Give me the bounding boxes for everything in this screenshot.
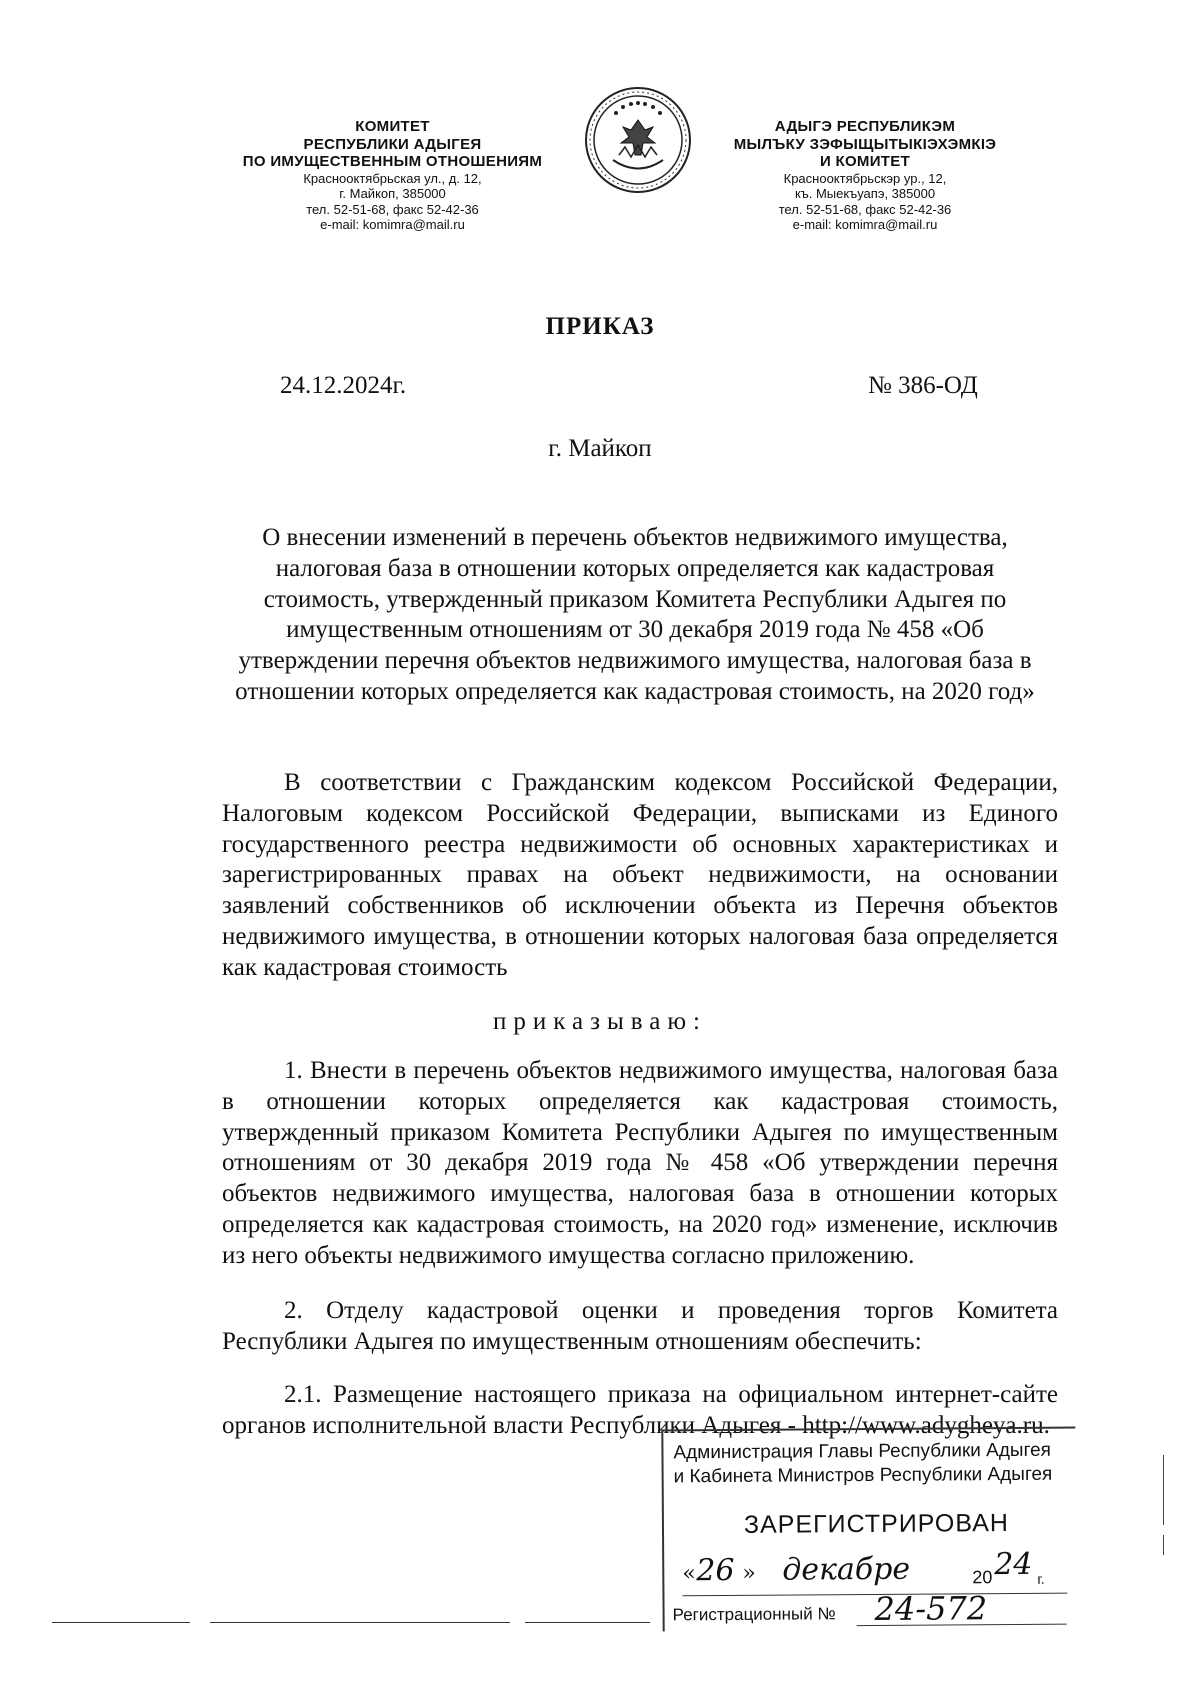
stamp-year-prefix: 20	[972, 1567, 993, 1588]
address-line: e-mail: komimra@mail.ru	[320, 217, 465, 233]
scan-mark	[1163, 1535, 1164, 1555]
org-name-line: И КОМИТЕТ	[819, 153, 911, 171]
scan-mark	[1163, 1455, 1164, 1525]
item-1-paragraph: 1. Внести в перечень объектов недвижимого имущества, налоговая база в отношении которых определяется как кадастровая стоимость, утвержденный приказом Комитета Республики Адыгея по имущественным отношениям от 30 декабря 2019 года № 458 «Об утверждении перечня объектов недвижимого имущества, налоговая база в отношении которых определяется как кадастровая стоимость, на 2020 год» изменение, исключив из него объекты недвижимого имущества согласно приложению.	[222, 1057, 1058, 1269]
address-line: тел. 52-51-68, факс 52-42-36	[306, 201, 479, 217]
document-subject	[200, 523, 1070, 708]
stamp-org-line: Администрация Главы Республики Адыгея	[673, 1439, 1051, 1464]
address-line: тел. 52-51-68, факс 52-42-36	[778, 201, 952, 217]
address-line: Краснооктябрьскэр ур., 12,	[783, 171, 947, 187]
subject-line: стоимость, утвержденный приказом Комитета Республики Адыгея по	[263, 585, 1007, 613]
org-name-line: АДЫГЭ РЕСПУБЛИКЭМ	[774, 118, 956, 135]
stamp-open-quote: «	[682, 1561, 696, 1587]
document-date: 24.12.2024г.	[280, 372, 407, 399]
address-line: Краснооктябрьская ул., д. 12,	[303, 171, 482, 187]
stamp-org-line: и Кабинета Министров Республики Адыгея	[673, 1463, 1053, 1488]
subject-line: утверждении перечня объектов недвижимого имущества, налоговая база в	[238, 647, 1032, 674]
item-2-paragraph: 2. Отделу кадастровой оценки и проведения торгов Комитета Республики Адыгея по имущественным отношениям обеспечить:	[222, 1297, 1058, 1355]
subject-line: налоговая база в отношении которых определяется как кадастровая	[275, 554, 995, 582]
stamp-year-letter: г.	[1037, 1570, 1045, 1587]
document-city: г. Майкоп	[548, 435, 652, 462]
stamp-month: декабре	[782, 1551, 911, 1588]
org-name-line: КОМИТЕТ	[355, 118, 430, 135]
signature-line	[210, 1622, 510, 1623]
preamble-paragraph: В соответствии с Гражданским кодексом Российской Федерации, Налоговым кодексом Российской Федерации, выписками из Единого государственного реестра недвижимости об основных характеристиках и зарегистрированных правах на объект недвижимости, на основании заявлений собственников об исключении объекта из Перечня объектов недвижимого имущества, в отношении которых налоговая база определяется как кадастровая стоимость	[222, 769, 1058, 981]
registration-stamp	[661, 1427, 1076, 1632]
org-name-line: РЕСПУБЛИКИ АДЫГЕЯ	[303, 135, 482, 153]
stamp-reg-label: Регистрационный №	[672, 1604, 836, 1625]
stamp-day: 26	[696, 1552, 735, 1589]
stamp-year-suffix: 24	[994, 1546, 1033, 1583]
stamp-reg-number: 24-572	[874, 1589, 988, 1628]
stamp-close-quote: »	[742, 1560, 756, 1586]
subject-line: отношении которых определяется как кадастровая стоимость, на 2020 год»	[235, 677, 1035, 705]
header-left-block	[210, 118, 575, 232]
order-word: приказываю:	[493, 1008, 707, 1035]
signature-line	[52, 1622, 190, 1623]
subject-line: О внесении изменений в перечень объектов недвижимого имущества,	[262, 524, 1008, 551]
header-right-block	[700, 118, 1030, 232]
stamp-org	[673, 1439, 1071, 1489]
org-name-line: МЫЛЪКУ ЗЭФЫЩЫТЫКIЭХЭМКIЭ	[733, 135, 997, 153]
address-line: къ. Мыекъуапэ, 385000	[794, 186, 936, 202]
address-line: e-mail: komimra@mail.ru	[792, 217, 938, 233]
subject-line: имущественным отношениям от 30 декабря 2019 года № 458 «Об	[286, 616, 984, 644]
item-2-1-paragraph: 2.1. Размещение настоящего приказа на официальном интернет-сайте органов исполнительной власти Республики Адыгея - http://www.adygheya.ru.	[222, 1381, 1058, 1439]
stamp-status: ЗАРЕГИСТРИРОВАН	[743, 1509, 1009, 1539]
address-line: г. Майкоп, 385000	[339, 186, 446, 202]
document-number: № 386-ОД	[868, 372, 978, 399]
org-name-line: ПО ИМУЩЕСТВЕННЫМ ОТНОШЕНИЯМ	[242, 153, 543, 171]
coat-of-arms-icon	[583, 85, 693, 195]
signature-line	[525, 1622, 650, 1623]
document-title: ПРИКАЗ	[545, 313, 655, 340]
